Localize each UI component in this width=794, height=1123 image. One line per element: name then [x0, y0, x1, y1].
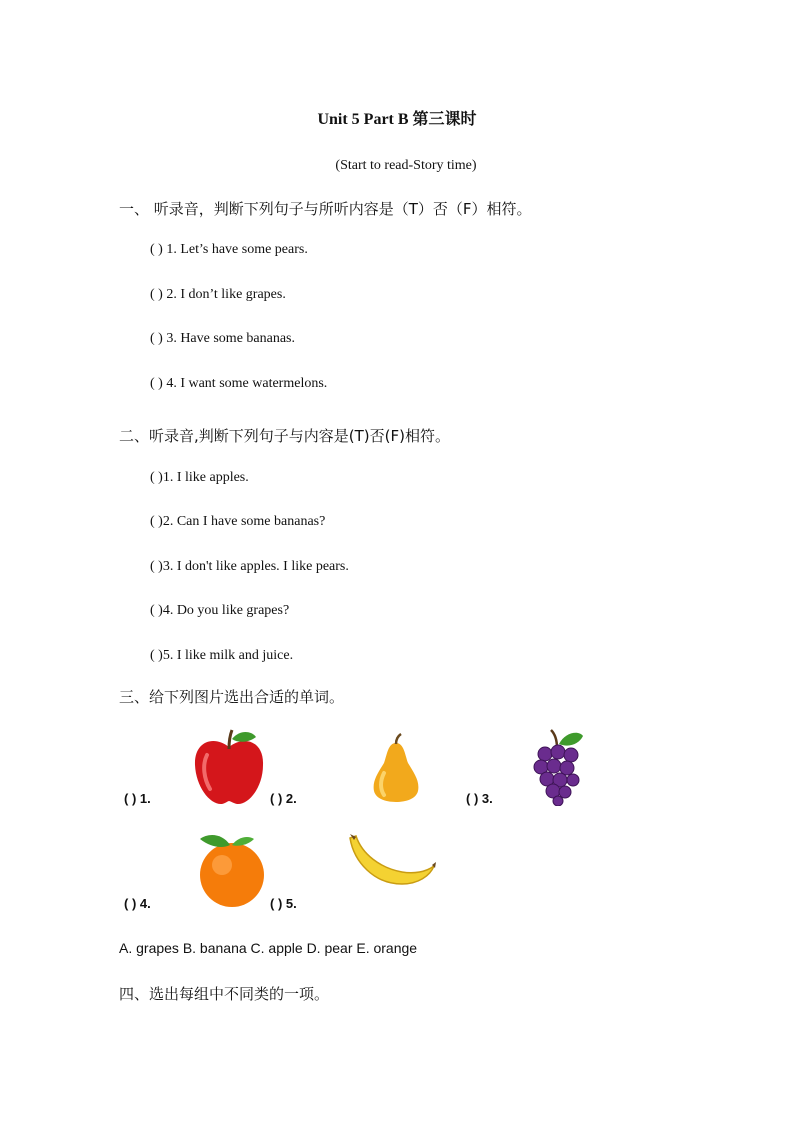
pear-icon — [370, 733, 422, 803]
picture-label-1: ( ) 1. — [124, 791, 151, 806]
section1-heading: 一、 听录音，判断下列句子与所听内容是（T）否（F）相符。 — [119, 200, 532, 218]
section2-item-2: ( )2. Can I have some bananas? — [150, 514, 326, 529]
picture-label-3: ( ) 3. — [466, 791, 493, 806]
picture-label-5: ( ) 5. — [270, 896, 297, 911]
section1-item-3: ( ) 3. Have some bananas. — [150, 331, 296, 346]
section4-heading: 四、选出每组中不同类的一项。 — [119, 985, 330, 1003]
section2-item-3: ( )3. I don't like apples. I like pears. — [150, 559, 349, 574]
banana-icon — [346, 832, 438, 890]
answer-options: A. grapes B. banana C. apple D. pear E. orange — [119, 940, 418, 956]
picture-label-4: ( ) 4. — [124, 896, 151, 911]
section2-item-5: ( )5. I like milk and juice. — [150, 648, 294, 663]
page-subtitle: (Start to read-Story time) — [335, 158, 477, 173]
grape-icon — [533, 728, 585, 806]
section1-item-4: ( ) 4. I want some watermelons. — [150, 376, 328, 391]
picture-label-2: ( ) 2. — [270, 791, 297, 806]
section2-heading: 二、听录音,判断下列句子与内容是(T)否(F)相符。 — [119, 427, 450, 445]
section2-item-4: ( )4. Do you like grapes? — [150, 603, 290, 618]
section3-heading: 三、给下列图片选出合适的单词。 — [119, 688, 345, 706]
page-title: Unit 5 Part B 第三课时 — [317, 111, 477, 128]
section2-item-1: ( )1. I like apples. — [150, 470, 249, 485]
apple-icon — [192, 727, 266, 807]
section1-item-1: ( ) 1. Let’s have some pears. — [150, 242, 308, 257]
section1-item-2: ( ) 2. I don’t like grapes. — [150, 287, 286, 302]
orange-icon — [196, 831, 268, 909]
